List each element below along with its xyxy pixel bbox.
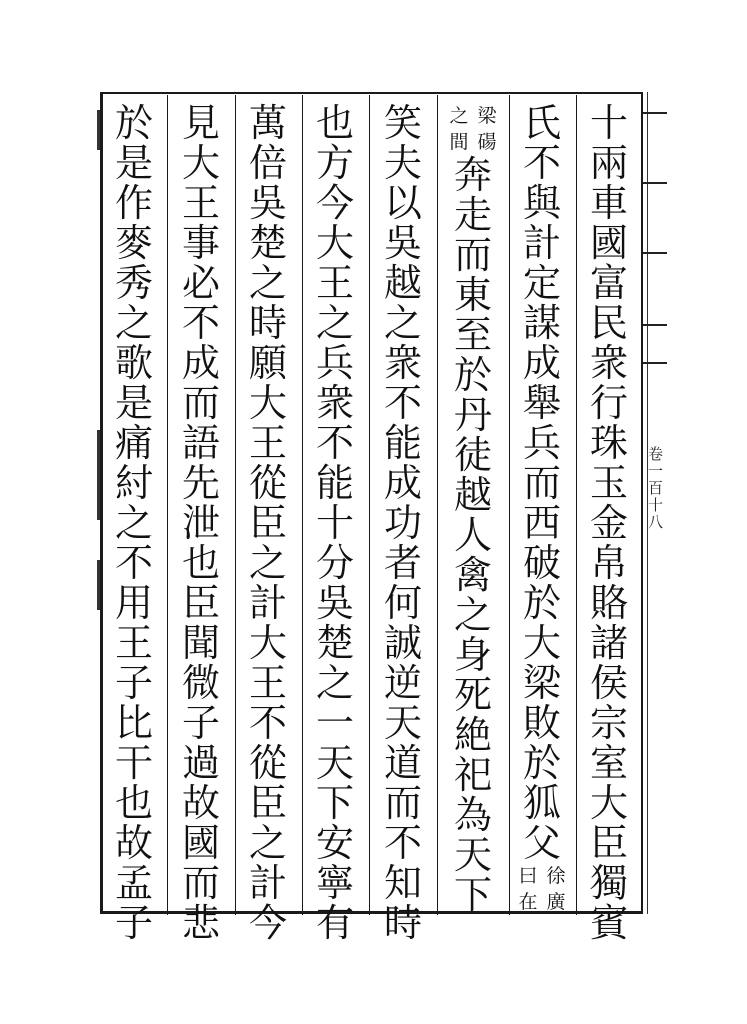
glyph: 子 (181, 701, 220, 745)
text-column (582, 103, 636, 943)
glyph: 計 (248, 581, 287, 625)
margin-mark (97, 430, 100, 520)
glyph: 計 (248, 861, 287, 905)
glyph: 逆 (383, 661, 422, 705)
note-glyph: 徐 (546, 865, 566, 887)
glyph: 大 (522, 621, 561, 665)
glyph: 丹 (453, 393, 492, 437)
glyph: 室 (589, 741, 628, 785)
glyph: 不 (383, 381, 422, 425)
glyph: 何 (383, 581, 422, 625)
glyph: 越 (383, 261, 422, 305)
glyph: 之 (248, 821, 287, 865)
glyph: 笑 (383, 101, 422, 145)
glyph: 大 (315, 221, 354, 265)
glyph: 誠 (383, 621, 422, 665)
margin-mark (97, 110, 100, 150)
column-rule (369, 95, 370, 915)
column-rule (576, 95, 577, 915)
glyph: 萬 (248, 101, 287, 145)
glyph: 帛 (589, 541, 628, 585)
glyph: 是 (114, 141, 153, 185)
glyph: 微 (181, 661, 220, 705)
glyph: 人 (453, 513, 492, 557)
glyph: 之 (248, 261, 287, 305)
glyph: 王 (315, 261, 354, 305)
glyph: 之 (114, 501, 153, 545)
glyph: 父 (522, 821, 561, 865)
glyph: 絶 (453, 713, 492, 757)
glyph: 賂 (589, 581, 628, 625)
note-left (517, 863, 539, 915)
glyph: 於 (114, 101, 153, 145)
glyph: 行 (589, 381, 628, 425)
glyph: 故 (114, 821, 153, 865)
note-glyph: 間 (449, 131, 469, 153)
glyph: 定 (522, 261, 561, 305)
glyph: 天 (315, 741, 354, 785)
glyph: 身 (453, 633, 492, 677)
glyph: 賓 (589, 901, 628, 945)
glyph: 吳 (383, 221, 422, 265)
glyph: 天 (453, 833, 492, 877)
glyph: 西 (522, 501, 561, 545)
glyph: 是 (114, 381, 153, 425)
glyph: 謀 (522, 301, 561, 345)
column-rule (167, 95, 168, 915)
glyph: 見 (181, 101, 220, 145)
glyph: 祀 (453, 753, 492, 797)
glyph: 而 (453, 233, 492, 277)
glyph: 干 (114, 741, 153, 785)
glyph: 作 (114, 181, 153, 225)
glyph: 於 (522, 581, 561, 625)
glyph: 不 (181, 301, 220, 345)
glyph: 從 (248, 741, 287, 785)
glyph: 今 (248, 901, 287, 945)
glyph: 時 (248, 301, 287, 345)
text-column (241, 103, 295, 943)
glyph: 歌 (114, 341, 153, 385)
glyph: 至 (453, 313, 492, 357)
note-glyph: 廣 (546, 891, 566, 913)
glyph: 氏 (522, 101, 561, 145)
glyph: 敗 (522, 701, 561, 745)
glyph: 不 (315, 421, 354, 465)
text-column (515, 103, 569, 915)
glyph: 成 (522, 341, 561, 385)
glyph: 紂 (114, 461, 153, 505)
glyph: 不 (383, 821, 422, 865)
glyph: 東 (453, 273, 492, 317)
interlinear-note (446, 103, 500, 155)
glyph: 子 (114, 901, 153, 945)
glyph: 死 (453, 673, 492, 717)
glyph: 用 (114, 581, 153, 625)
glyph: 狐 (522, 781, 561, 825)
glyph: 語 (181, 421, 220, 465)
glyph: 而 (383, 781, 422, 825)
juan-label: 卷一百十八 (646, 446, 664, 531)
glyph: 麥 (114, 221, 153, 265)
glyph: 衆 (383, 341, 422, 385)
glyph: 孟 (114, 861, 153, 905)
glyph: 奔 (453, 153, 492, 197)
glyph: 也 (315, 101, 354, 145)
glyph: 臣 (181, 581, 220, 625)
glyph: 越 (453, 473, 492, 517)
glyph: 十 (589, 101, 628, 145)
column-rule (437, 95, 438, 915)
glyph: 吳 (248, 181, 287, 225)
glyph: 願 (248, 341, 287, 385)
glyph: 大 (248, 381, 287, 425)
glyph: 王 (181, 181, 220, 225)
glyph: 兵 (315, 341, 354, 385)
glyph: 故 (181, 781, 220, 825)
glyph: 方 (315, 141, 354, 185)
glyph: 徒 (453, 433, 492, 477)
glyph: 富 (589, 261, 628, 305)
glyph: 寧 (315, 861, 354, 905)
glyph: 秀 (114, 261, 153, 305)
glyph: 者 (383, 541, 422, 585)
glyph: 臣 (248, 781, 287, 825)
glyph: 諸 (589, 621, 628, 665)
text-column (308, 103, 362, 943)
glyph: 從 (248, 461, 287, 505)
glyph: 王 (114, 621, 153, 665)
glyph: 子 (114, 661, 153, 705)
text-column (376, 103, 430, 943)
glyph: 臣 (248, 501, 287, 545)
glyph: 一 (315, 701, 354, 745)
glyph: 玉 (589, 461, 628, 505)
glyph: 兵 (522, 421, 561, 465)
glyph: 楚 (315, 621, 354, 665)
glyph: 禽 (453, 553, 492, 597)
glyph: 王 (248, 661, 287, 705)
glyph: 兩 (589, 141, 628, 185)
glyph: 今 (315, 181, 354, 225)
glyph: 成 (181, 341, 220, 385)
text-column (107, 103, 161, 943)
glyph: 倍 (248, 141, 287, 185)
glyph: 下 (315, 781, 354, 825)
note-glyph: 梁 (477, 105, 497, 127)
glyph: 於 (522, 741, 561, 785)
glyph: 悲 (181, 901, 220, 945)
text-column (174, 103, 228, 943)
note-left (448, 103, 470, 155)
glyph: 大 (248, 621, 287, 665)
glyph: 能 (383, 421, 422, 465)
glyph: 大 (589, 781, 628, 825)
glyph: 楚 (248, 221, 287, 265)
glyph: 之 (453, 593, 492, 637)
glyph: 破 (522, 541, 561, 585)
glyph: 為 (453, 793, 492, 837)
glyph: 分 (315, 541, 354, 585)
glyph: 舉 (522, 381, 561, 425)
glyph: 也 (181, 541, 220, 585)
glyph: 不 (522, 141, 561, 185)
note-glyph: 之 (449, 105, 469, 127)
note-glyph: 碭 (477, 131, 497, 153)
glyph: 過 (181, 741, 220, 785)
glyph: 大 (181, 141, 220, 185)
glyph: 獨 (589, 861, 628, 905)
glyph: 宗 (589, 701, 628, 745)
glyph: 之 (315, 301, 354, 345)
column-rule (302, 95, 303, 915)
glyph: 王 (248, 421, 287, 465)
glyph: 臣 (589, 821, 628, 865)
glyph: 功 (383, 501, 422, 545)
note-glyph: 在 (518, 891, 538, 913)
glyph: 道 (383, 741, 422, 785)
glyph: 不 (114, 541, 153, 585)
glyph: 侯 (589, 661, 628, 705)
glyph: 知 (383, 861, 422, 905)
glyph: 珠 (589, 421, 628, 465)
glyph: 事 (181, 221, 220, 265)
glyph: 十 (315, 501, 354, 545)
glyph: 能 (315, 461, 354, 505)
glyph: 之 (114, 301, 153, 345)
note-glyph: 曰 (518, 865, 538, 887)
glyph: 之 (248, 541, 287, 585)
glyph: 車 (589, 181, 628, 225)
glyph: 民 (589, 301, 628, 345)
glyph: 不 (248, 701, 287, 745)
glyph: 夫 (383, 141, 422, 185)
glyph: 成 (383, 461, 422, 505)
glyph: 天 (383, 701, 422, 745)
glyph: 而 (522, 461, 561, 505)
glyph: 有 (315, 901, 354, 945)
glyph: 聞 (181, 621, 220, 665)
glyph: 衆 (589, 341, 628, 385)
glyph: 吳 (315, 581, 354, 625)
glyph: 而 (181, 381, 220, 425)
glyph: 下 (453, 873, 492, 917)
glyph: 痛 (114, 421, 153, 465)
glyph: 先 (181, 461, 220, 505)
glyph: 以 (383, 181, 422, 225)
column-rule (509, 95, 510, 915)
glyph: 梁 (522, 661, 561, 705)
glyph: 國 (181, 821, 220, 865)
glyph: 於 (453, 353, 492, 397)
glyph: 走 (453, 193, 492, 237)
margin-mark (97, 560, 100, 610)
glyph: 必 (181, 261, 220, 305)
glyph: 衆 (315, 381, 354, 425)
glyph: 泄 (181, 501, 220, 545)
glyph: 與 (522, 181, 561, 225)
note-right (545, 863, 567, 915)
glyph: 之 (315, 661, 354, 705)
text-column (446, 103, 500, 915)
glyph: 比 (114, 701, 153, 745)
interlinear-note (515, 863, 569, 915)
glyph: 國 (589, 221, 628, 265)
glyph: 安 (315, 821, 354, 865)
note-right (476, 103, 498, 155)
glyph: 而 (181, 861, 220, 905)
glyph: 計 (522, 221, 561, 265)
glyph: 也 (114, 781, 153, 825)
column-rule (235, 95, 236, 915)
glyph: 之 (383, 301, 422, 345)
glyph: 時 (383, 901, 422, 945)
glyph: 金 (589, 501, 628, 545)
